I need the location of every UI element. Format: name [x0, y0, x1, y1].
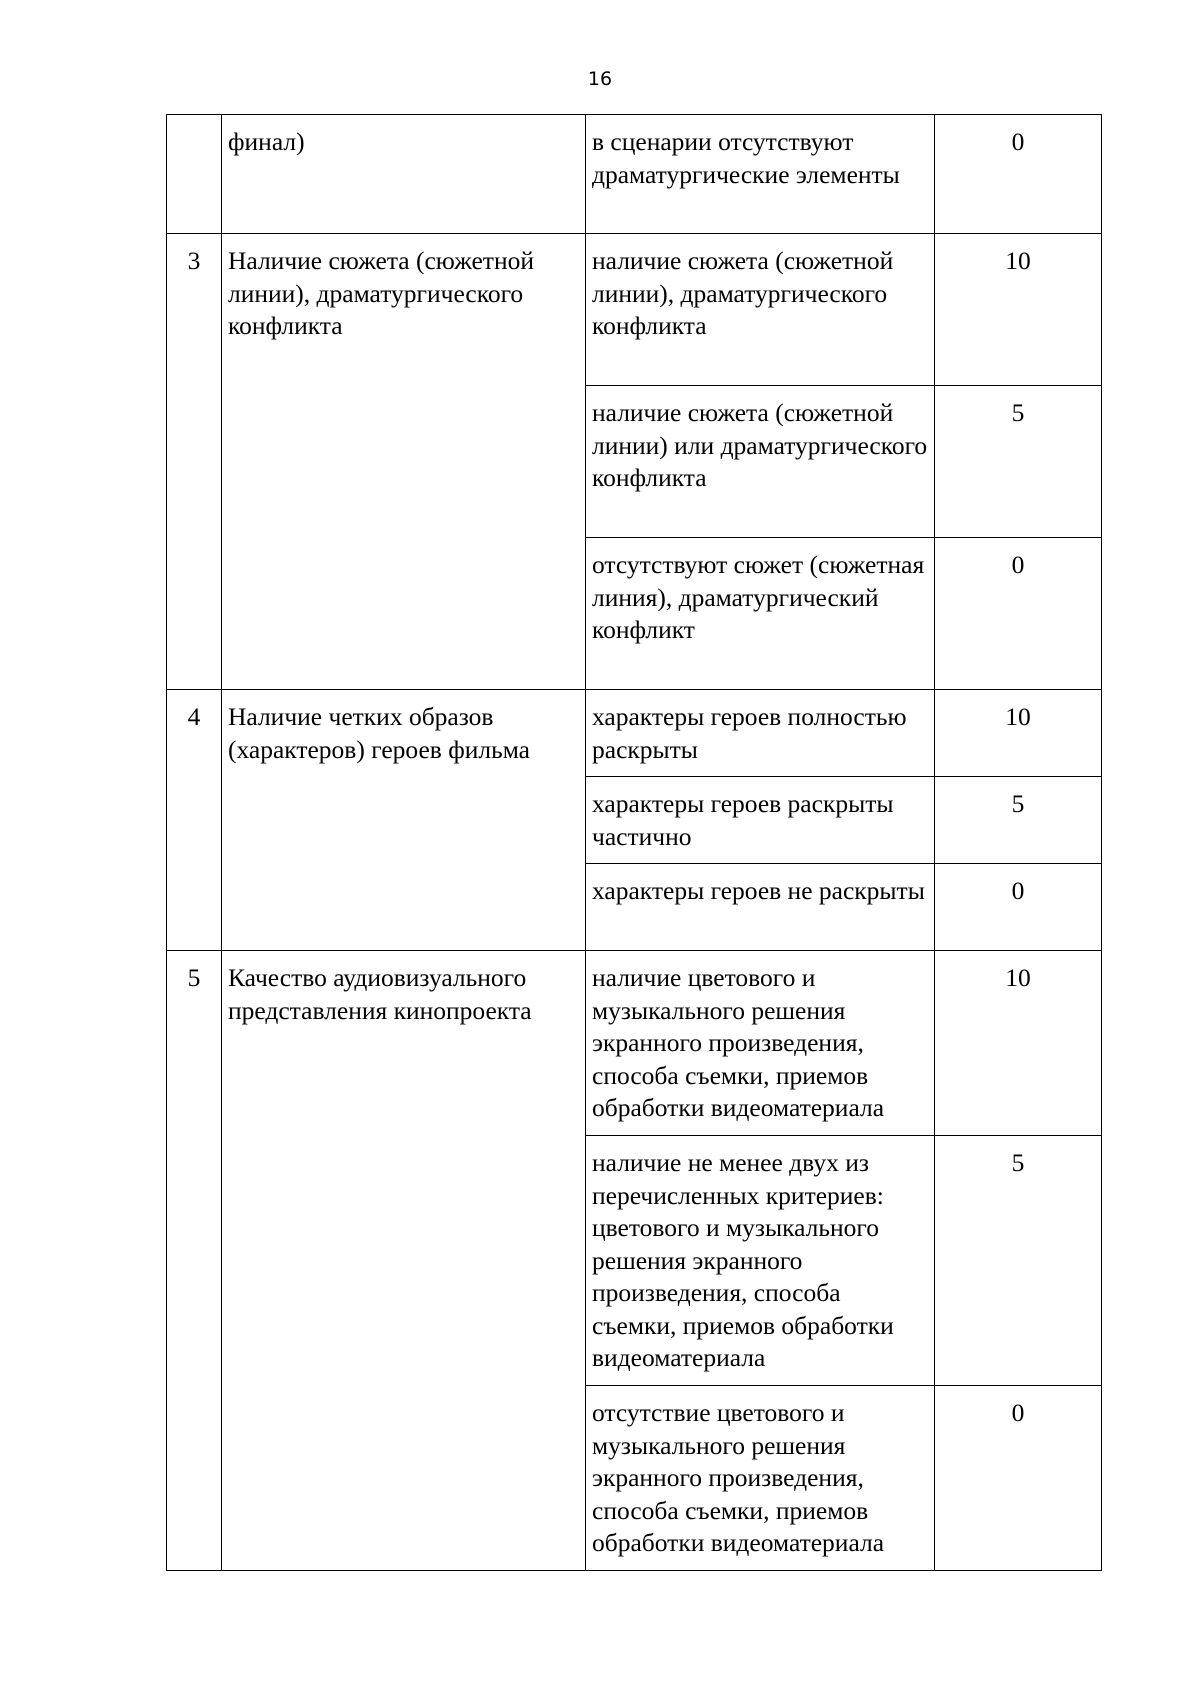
- level-description: наличие сюжета (сюжетной линии), драматургического конфликта: [586, 234, 935, 386]
- level-score: 5: [935, 777, 1102, 864]
- row-number: [167, 115, 222, 234]
- level-description: отсутствуют сюжет (сюжетная линия), драматургический конфликт: [586, 538, 935, 690]
- level-description: в сценарии отсутствуют драматургические элементы: [586, 115, 935, 234]
- criterion-cell: Качество аудиовизуального представления кинопроекта: [222, 951, 586, 1571]
- table-row: [167, 951, 1102, 1136]
- level-description: характеры героев полностью раскрыты: [586, 690, 935, 777]
- criterion-cell: Наличие четких образов (характеров) героев фильма: [222, 690, 586, 951]
- level-score: 10: [935, 690, 1102, 777]
- level-score: 10: [935, 234, 1102, 386]
- level-score: 10: [935, 951, 1102, 1136]
- level-description: характеры героев не раскрыты: [586, 864, 935, 951]
- level-description: отсутствие цветового и музыкального решения экранного произведения, способа съемки, приемов обработки видеоматериала: [586, 1386, 935, 1571]
- level-score: 0: [935, 1386, 1102, 1571]
- level-description: наличие цветового и музыкального решения экранного произведения, способа съемки, приемов обработки видеоматериала: [586, 951, 935, 1136]
- criterion-cell: финал): [222, 115, 586, 234]
- level-score: 5: [935, 386, 1102, 538]
- level-score: 0: [935, 864, 1102, 951]
- criterion-cell: Наличие сюжета (сюжетной линии), драматургического конфликта: [222, 234, 586, 690]
- criteria-table: [166, 114, 1102, 1571]
- level-description: характеры героев раскрыты частично: [586, 777, 935, 864]
- level-score: 0: [935, 538, 1102, 690]
- row-number: 5: [167, 951, 222, 1571]
- level-description: наличие не менее двух из перечисленных критериев: цветового и музыкального решения экранного произведения, способа съемки, приемов обработки видеоматериала: [586, 1136, 935, 1386]
- table-row: [167, 115, 1102, 234]
- row-number: 3: [167, 234, 222, 690]
- level-score: 5: [935, 1136, 1102, 1386]
- level-score: 0: [935, 115, 1102, 234]
- level-description: наличие сюжета (сюжетной линии) или драматургического конфликта: [586, 386, 935, 538]
- table-row: [167, 690, 1102, 777]
- page-number: 16: [587, 68, 613, 90]
- row-number: 4: [167, 690, 222, 951]
- table-row: [167, 234, 1102, 386]
